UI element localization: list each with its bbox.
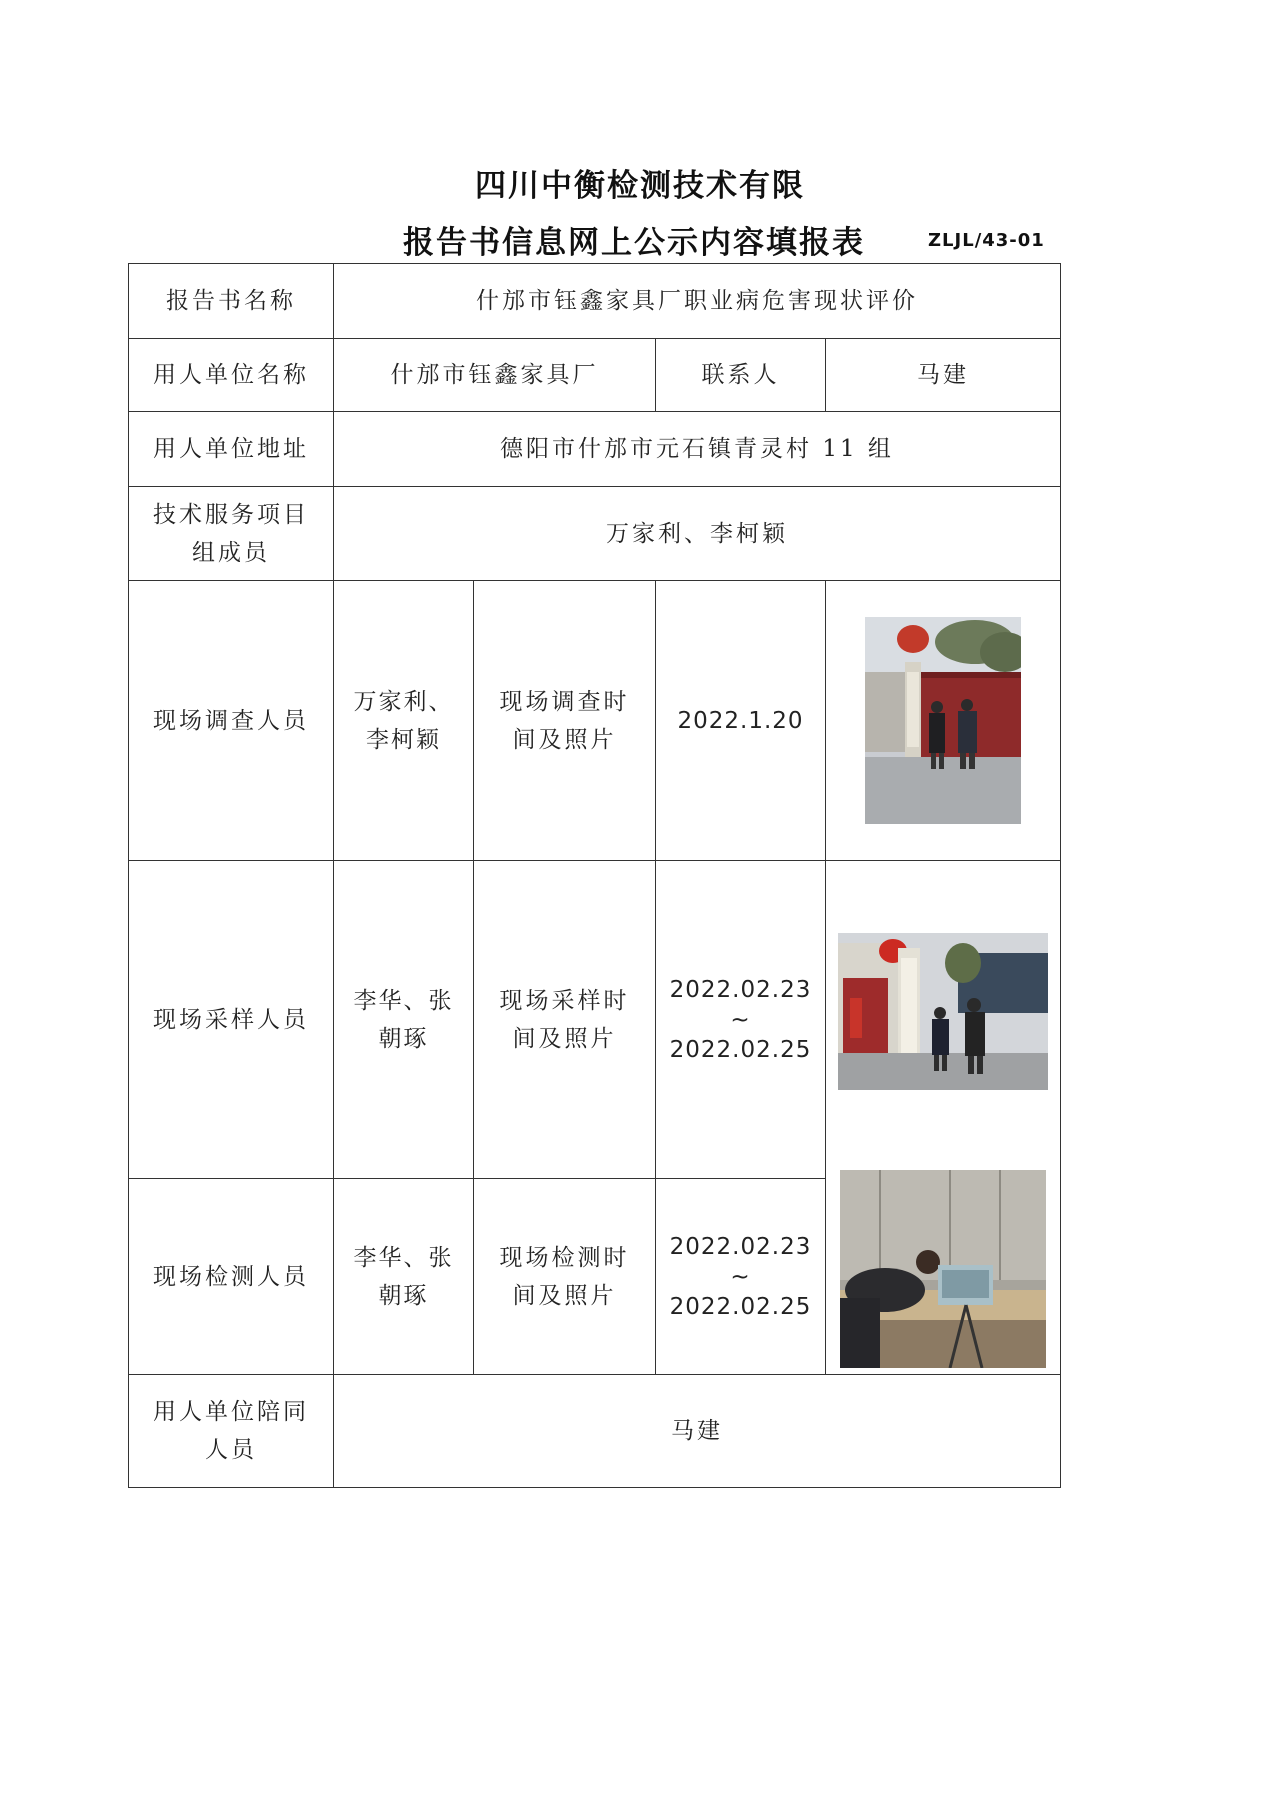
report-name-value: 什邡市钰鑫家具厂职业病危害现状评价 <box>334 264 1061 339</box>
sampling-time-label <box>474 861 656 1179</box>
testing-date-end: 2022.02.25 <box>669 1293 812 1320</box>
sampling-staff-line2: 朝琢 <box>378 1025 429 1052</box>
employer-name-label: 用人单位名称 <box>129 339 334 412</box>
testing-time-label-line1: 现场检测时 <box>499 1244 630 1271</box>
survey-date: 2022.1.20 <box>656 581 826 861</box>
escort-label-line1: 用人单位陪同 <box>153 1399 309 1425</box>
sampling-label: 现场采样人员 <box>129 861 334 1179</box>
sampling-date-start: 2022.02.23 <box>669 976 812 1003</box>
row-report-name <box>129 264 1061 339</box>
testing-date-start: 2022.02.23 <box>669 1233 812 1260</box>
sampling-dates <box>656 861 826 1179</box>
sampling-time-label-line2: 间及照片 <box>512 1025 617 1052</box>
testing-date-sep: ~ <box>730 1263 751 1290</box>
survey-photo-cell <box>826 581 1061 861</box>
sampling-staff <box>334 861 474 1179</box>
report-name-label: 报告书名称 <box>129 264 334 339</box>
survey-label: 现场调查人员 <box>129 581 334 861</box>
row-escort <box>129 1375 1061 1488</box>
sampling-photo <box>838 933 1048 1090</box>
escort-label <box>129 1375 334 1488</box>
page-title-line2: 报告书信息网上公示内容填报表 <box>403 225 865 261</box>
team-label-line1: 技术服务项目 <box>153 501 309 528</box>
info-form-table <box>128 263 1061 1488</box>
sampling-staff-line1: 李华、张 <box>353 987 454 1014</box>
contact-label: 联系人 <box>656 339 826 412</box>
escort-value: 马建 <box>334 1375 1061 1488</box>
testing-dates <box>656 1179 826 1375</box>
survey-photo <box>865 617 1021 824</box>
employer-address-value: 德阳市什邡市元石镇青灵村 11 组 <box>334 412 1061 487</box>
employer-name-value: 什邡市钰鑫家具厂 <box>334 339 656 412</box>
row-team-members <box>129 487 1061 581</box>
contact-value: 马建 <box>826 339 1061 412</box>
sampling-testing-photo-cell <box>826 861 1061 1375</box>
sampling-date-end: 2022.02.25 <box>669 1036 812 1063</box>
testing-staff-line2: 朝琢 <box>378 1282 429 1309</box>
document-code: ZLJL/43-01 <box>928 230 1045 251</box>
sampling-time-label-line1: 现场采样时 <box>499 987 630 1014</box>
escort-label-line2: 人员 <box>205 1437 257 1463</box>
survey-time-label-line1: 现场调查时 <box>499 688 630 715</box>
testing-staff-line1: 李华、张 <box>353 1244 454 1271</box>
testing-label: 现场检测人员 <box>129 1179 334 1375</box>
employer-address-label: 用人单位地址 <box>129 412 334 487</box>
sampling-date-sep: ~ <box>730 1006 751 1033</box>
team-label-line2: 组成员 <box>192 539 270 566</box>
survey-staff-line2: 李柯颖 <box>366 726 441 753</box>
testing-staff <box>334 1179 474 1375</box>
team-value: 万家利、李柯颖 <box>334 487 1061 581</box>
page-title-line1: 四川中衡检测技术有限 <box>475 168 805 204</box>
testing-time-label <box>474 1179 656 1375</box>
team-label <box>129 487 334 581</box>
survey-staff-line1: 万家利、 <box>353 688 454 715</box>
survey-time-label-line2: 间及照片 <box>512 726 617 753</box>
testing-time-label-line2: 间及照片 <box>512 1282 617 1309</box>
survey-staff <box>334 581 474 861</box>
row-survey <box>129 581 1061 861</box>
testing-photo <box>840 1170 1046 1368</box>
row-employer <box>129 339 1061 412</box>
survey-time-label <box>474 581 656 861</box>
row-sampling <box>129 861 1061 1179</box>
row-employer-address <box>129 412 1061 487</box>
